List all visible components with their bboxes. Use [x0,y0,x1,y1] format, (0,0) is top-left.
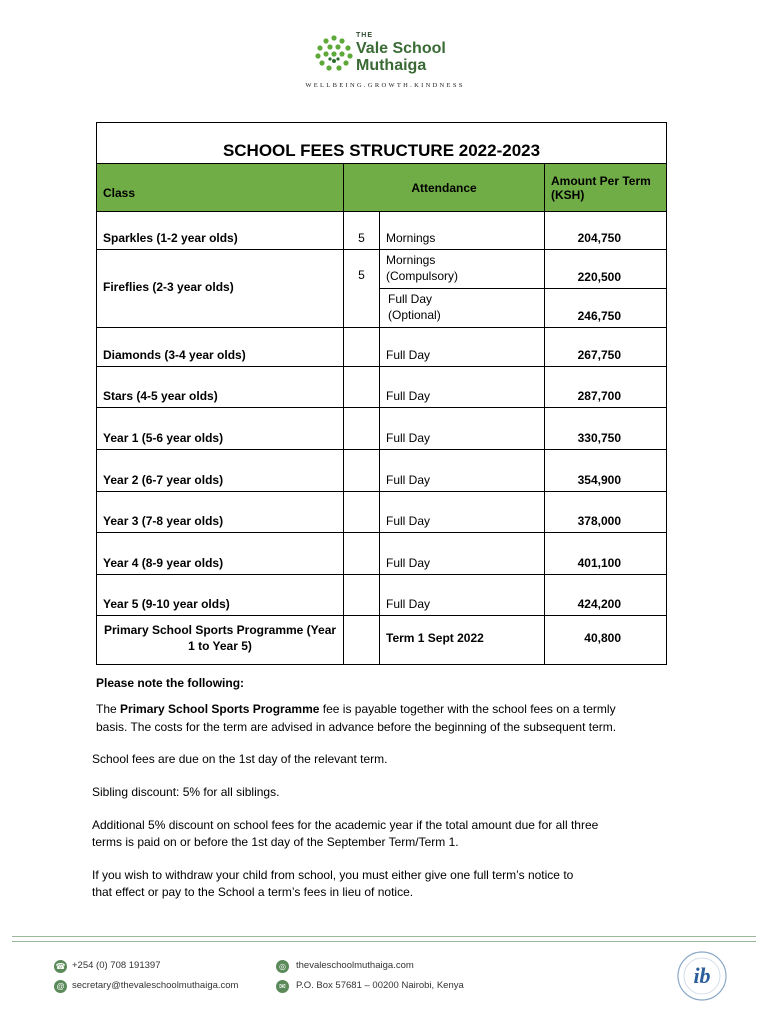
table-row [97,450,667,492]
attendance-cell [380,250,545,289]
attendance-line2: (Optional) [388,308,441,322]
footer-email: secretary@thevaleschoolmuthaiga.com [72,980,239,991]
table-row [97,492,667,533]
ib-logo [676,950,728,1002]
note-withdrawal-line1: If you wish to withdraw your child from school, you must either give one full term’s notice to [92,868,574,882]
header-amount [545,164,667,212]
table-row [97,616,667,665]
attendance-line1: Mornings [386,253,436,267]
days-cell [344,575,380,616]
fees-table [96,122,667,665]
attendance-cell: Full Day [380,367,545,408]
attendance-line2: (Compulsory) [386,269,459,283]
phone-icon: ☎ [55,962,66,971]
attendance-cell: Full Day [380,328,545,367]
table-row [97,575,667,616]
amount-cell: 354,900 [545,450,667,492]
days-cell [344,533,380,575]
ib-mark: ib [693,963,711,988]
school-tagline: WELLBEING.GROWTH.KINDNESS [305,82,465,89]
footer-divider [12,936,756,937]
header-amount-line2: (KSH) [551,187,585,202]
amount-cell: 378,000 [545,492,667,533]
table-header-row [97,164,667,212]
email-icon: @ [54,980,67,993]
class-cell: Diamonds (3-4 year olds) [97,328,344,367]
attendance-cell: Full Day [380,450,545,492]
header-class: Class [97,164,344,212]
amount-cell: 220,500 [545,250,667,289]
footer-phone: +254 (0) 708 191397 [72,960,161,971]
globe-icon: ◎ [276,960,289,973]
note-withdrawal-line2: that effect or pay to the School a term’s fees in lieu of notice. [92,885,414,899]
header-amount-line1: Amount Per Term [551,173,651,188]
header-attendance: Attendance [344,164,545,212]
footer-address: P.O. Box 57681 – 00200 Nairobi, Kenya [296,980,464,991]
class-cell: Stars (4-5 year olds) [97,367,344,408]
amount-cell: 287,700 [545,367,667,408]
table-row [97,212,667,250]
note-sports-bold: Primary School Sports Programme [120,702,320,716]
note-sports-fee [96,701,616,718]
note-additional-discount-line1: Additional 5% discount on school fees for the academic year if the total amount due for all three [92,818,599,832]
ib-logo-icon [676,950,728,1002]
note-sports-fee-line2: basis. The costs for the term are advised in advance before the beginning of the subsequent term. [96,720,617,734]
attendance-cell: Full Day [380,492,545,533]
footer-website: thevaleschoolmuthaiga.com [296,960,414,971]
class-cell [97,616,344,665]
table-title: SCHOOL FEES STRUCTURE 2022-2023 [97,123,667,164]
class-cell: Year 5 (9-10 year olds) [97,575,344,616]
class-cell: Year 3 (7-8 year olds) [97,492,344,533]
table-row [97,328,667,367]
amount-cell: 424,200 [545,575,667,616]
notes-heading: Please note the following: [96,676,245,690]
attendance-cell: Full Day [380,575,545,616]
table-row [97,408,667,450]
days-cell [344,367,380,408]
days-cell [344,328,380,367]
note-sports-pre: The [96,702,121,716]
days-cell: 5 [344,250,380,328]
class-cell: Year 1 (5-6 year olds) [97,408,344,450]
days-cell [344,450,380,492]
attendance-cell [380,289,545,328]
amount-cell: 267,750 [545,328,667,367]
class-cell: Fireflies (2-3 year olds) [97,250,344,328]
footer-divider [12,941,756,942]
class-cell: Year 4 (8-9 year olds) [97,533,344,575]
logo-name-line1: Vale School [356,40,446,57]
class-line1: Primary School Sports Programme (Year [103,623,337,637]
amount-cell: 204,750 [545,212,667,250]
attendance-cell: Full Day [380,533,545,575]
class-line2: 1 to Year 5) [188,639,252,653]
amount-cell: 330,750 [545,408,667,450]
logo-the: THE [356,32,373,39]
days-cell [344,616,380,665]
mail-icon: ✉ [276,980,289,993]
class-cell: Sparkles (1-2 year olds) [97,212,344,250]
note-additional-discount-line2: terms is paid on or before the 1st day of the September Term/Term 1. [92,835,459,849]
days-cell [344,408,380,450]
days-cell: 5 [344,212,380,250]
amount-cell: 40,800 [545,616,667,665]
days-cell [344,492,380,533]
logo-tree-icon [312,32,356,76]
amount-cell: 401,100 [545,533,667,575]
attendance-cell: Term 1 Sept 2022 [380,616,545,665]
note-sibling-discount: Sibling discount: 5% for all siblings. [92,785,280,799]
table-row [97,250,667,289]
attendance-cell: Mornings [380,212,545,250]
note-sports-post: fee is payable together with the school fees on a termly [319,702,616,716]
attendance-line1: Full Day [388,292,433,306]
class-cell: Year 2 (6-7 year olds) [97,450,344,492]
table-row [97,533,667,575]
note-fees-due: School fees are due on the 1st day of the relevant term. [92,752,388,766]
table-row [97,367,667,408]
logo-name-line2: Muthaiga [356,57,427,74]
amount-cell: 246,750 [545,289,667,328]
attendance-cell: Full Day [380,408,545,450]
